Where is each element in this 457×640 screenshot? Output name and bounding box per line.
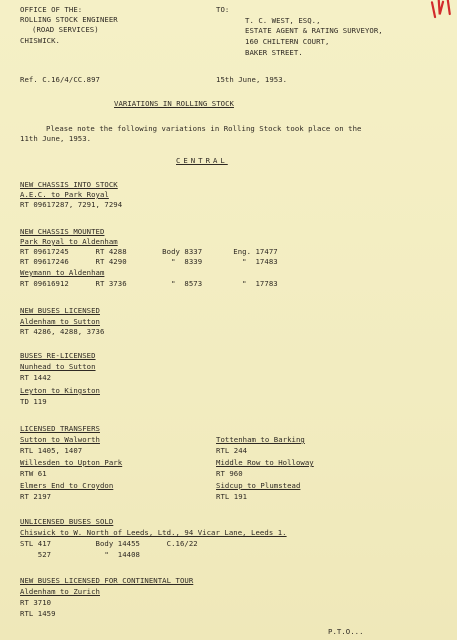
relicensed-route-1: Nunhead to Sutton xyxy=(20,362,96,371)
transfer-right-route: Middle Row to Holloway xyxy=(216,458,314,467)
transfer-left-route: Willesden to Upton Park xyxy=(20,458,123,467)
new-chassis-route: A.E.C. to Park Royal xyxy=(20,190,109,199)
to-line-2: ESTATE AGENT & RATING SURVEYOR, xyxy=(245,26,383,35)
from-line-2: ROLLING STOCK ENGINEER xyxy=(20,15,118,24)
new-buses-licensed-detail: RT 4286, 4288, 3736 xyxy=(20,327,105,336)
relicensed-detail-1: RT 1442 xyxy=(20,373,52,382)
to-line-3: 160 CHILTERN COURT, xyxy=(245,37,330,46)
new-chassis-heading: NEW CHASSIS INTO STOCK xyxy=(20,180,118,189)
chassis-mounted-route-2: Weymann to Aldenham xyxy=(20,268,105,277)
unlicensed-sold-row-2: 527 " 14408 xyxy=(20,550,140,559)
transfer-left-detail: RT 2197 xyxy=(20,492,52,501)
chassis-mounted-row-1: RT 09617245 RT 4288 Body 8337 Eng. 17477 xyxy=(20,247,278,256)
unlicensed-sold-row-1: STL 417 Body 14455 C.16/22 xyxy=(20,539,198,548)
from-line-3: (ROAD SERVICES) xyxy=(32,25,99,34)
continental-tour-route: Aldenham to Zurich xyxy=(20,587,100,596)
chassis-mounted-heading: NEW CHASSIS MOUNTED xyxy=(20,227,105,236)
reference: Ref. C.16/4/CC.897 xyxy=(20,75,100,84)
transfer-left-detail: RTL 1405, 1407 xyxy=(20,446,83,455)
transfer-left-route: Sutton to Walworth xyxy=(20,435,100,444)
from-line-1: OFFICE OF THE: xyxy=(20,5,83,14)
transfer-right-detail: RTL 244 xyxy=(216,446,248,455)
continental-tour-heading: NEW BUSES LICENSED FOR CONTINENTAL TOUR xyxy=(20,576,194,585)
continental-tour-detail-1: RT 3710 xyxy=(20,598,52,607)
relicensed-route-2: Leyton to Kingston xyxy=(20,386,100,395)
transfers-heading: LICENSED TRANSFERS xyxy=(20,424,100,433)
to-line-1: T. C. WEST, ESQ., xyxy=(245,16,321,25)
transfer-right-detail: RTL 191 xyxy=(216,492,248,501)
relicensed-detail-2: TD 119 xyxy=(20,397,47,406)
section-central: CENTRAL xyxy=(176,156,228,165)
new-buses-licensed-heading: NEW BUSES LICENSED xyxy=(20,306,100,315)
continental-tour-detail-2: RTL 1459 xyxy=(20,609,56,618)
unlicensed-sold-route: Chiswick to W. North of Leeds, Ltd., 94 Vicar Lane, Leeds 1. xyxy=(20,528,287,537)
chassis-mounted-row-3: RT 09616912 RT 3736 " 8573 " 17783 xyxy=(20,279,278,288)
transfer-left-route: Elmers End to Croydon xyxy=(20,481,114,490)
relicensed-heading: BUSES RE-LICENSED xyxy=(20,351,96,360)
new-buses-licensed-route: Aldenham to Sutton xyxy=(20,317,100,326)
transfer-right-route: Tottenham to Barking xyxy=(216,435,305,444)
date: 15th June, 1953. xyxy=(216,75,288,84)
to-label: TO: xyxy=(216,5,230,14)
unlicensed-sold-heading: UNLICENSED BUSES SOLD xyxy=(20,517,114,526)
new-chassis-detail: RT 09617287, 7291, 7294 xyxy=(20,200,123,209)
please-turn-over: P.T.O... xyxy=(328,627,364,636)
intro-line-1: Please note the following variations in Rolling Stock took place on the xyxy=(46,124,362,133)
chassis-mounted-row-2: RT 09617246 RT 4290 " 8339 " 17483 xyxy=(20,257,278,266)
to-line-4: BAKER STREET. xyxy=(245,48,303,57)
transfer-right-detail: RT 960 xyxy=(216,469,243,478)
page-title: VARIATIONS IN ROLLING STOCK xyxy=(114,99,234,108)
transfer-right-route: Sidcup to Plumstead xyxy=(216,481,301,490)
from-line-4: CHISWICK. xyxy=(20,36,60,45)
chassis-mounted-route-1: Park Royal to Aldenham xyxy=(20,237,118,246)
transfer-left-detail: RTW 61 xyxy=(20,469,47,478)
handwritten-mark xyxy=(426,0,457,22)
intro-line-2: 11th June, 1953. xyxy=(20,134,92,143)
